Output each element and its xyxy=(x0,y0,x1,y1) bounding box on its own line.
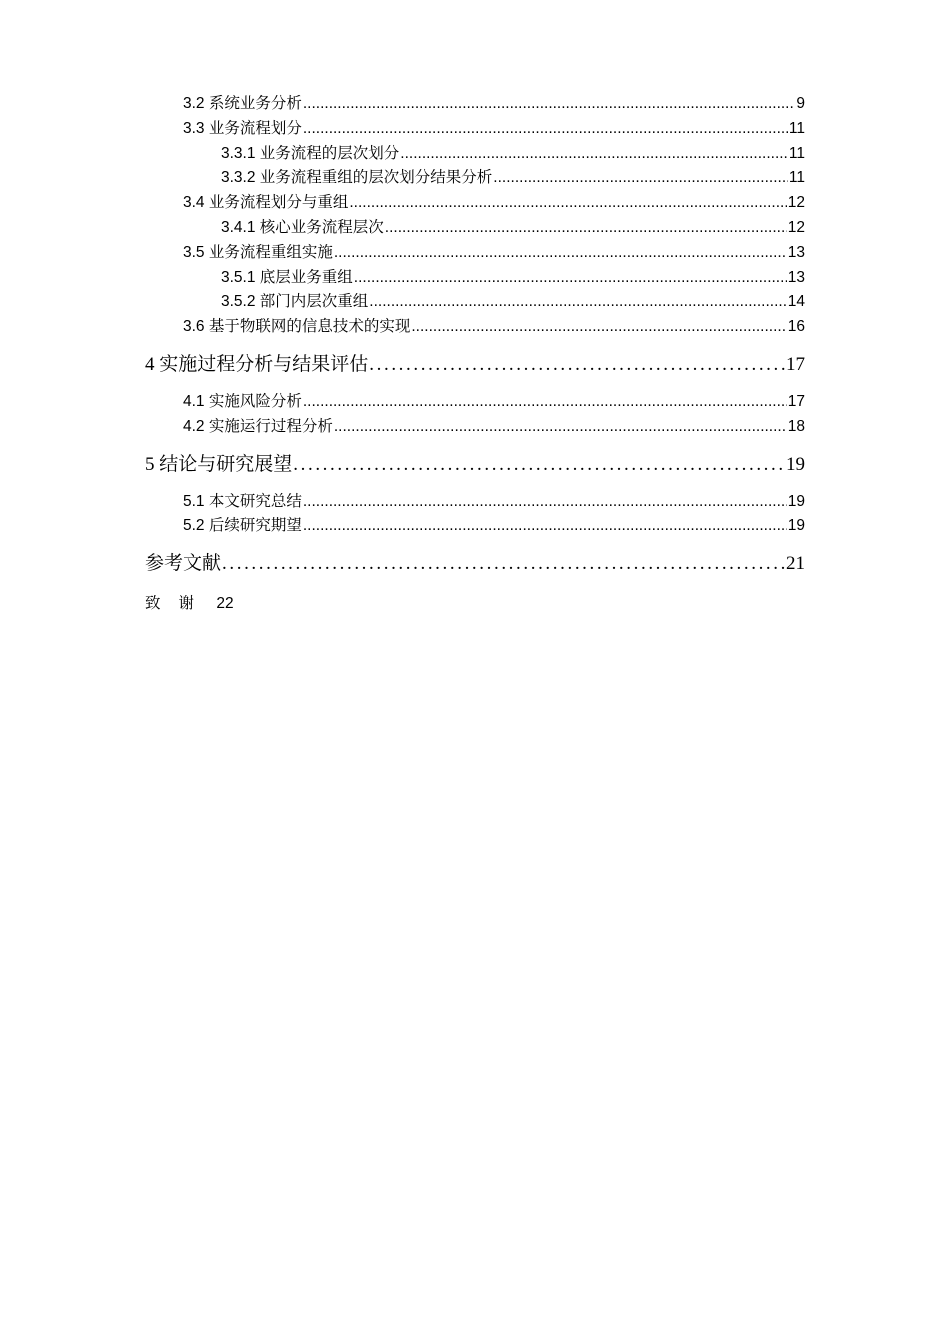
toc-page-number: 17 xyxy=(787,392,805,410)
toc-entry-3-4-1[interactable] xyxy=(145,216,805,241)
toc-page-number: 9 xyxy=(796,95,805,112)
toc-entry-3-4[interactable] xyxy=(145,191,805,216)
toc-entry-label: 3.5.2 部门内层次重组 xyxy=(221,293,369,311)
toc-entry-label: 3.3.2 业务流程重组的层次划分结果分析 xyxy=(221,169,493,187)
toc-entry-label: 4.1 实施风险分析 xyxy=(183,392,302,410)
toc-page-number: 11 xyxy=(788,169,805,187)
toc-chapter-4[interactable] xyxy=(145,340,805,390)
toc-entry-label: 4 实施过程分析与结果评估 xyxy=(145,353,369,375)
toc-entry-label: 3.2 系统业务分析 xyxy=(183,95,302,112)
toc-page-number: 12 xyxy=(787,218,805,236)
dot-leader xyxy=(303,92,796,117)
toc-entry-5-2[interactable] xyxy=(145,514,805,539)
toc-entry-label: 致谢 xyxy=(145,595,213,613)
dot-leader xyxy=(493,166,788,191)
toc-entry-label: 3.5.1 底层业务重组 xyxy=(221,268,353,286)
toc-page-number: 13 xyxy=(787,268,805,286)
toc-entry-label: 参考文献 xyxy=(145,553,222,575)
toc-entry-label: 3.6 基于物联网的信息技术的实现 xyxy=(183,318,411,336)
toc-entry-label: 5.1 本文研究总结 xyxy=(183,492,302,510)
dot-leader xyxy=(354,266,787,291)
toc-entry-3-5[interactable] xyxy=(145,241,805,266)
toc-acknowledgement[interactable] xyxy=(145,589,805,619)
toc-page-number: 13 xyxy=(787,243,805,261)
toc-entry-label: 3.4.1 核心业务流程层次 xyxy=(221,218,384,236)
toc-page-number: 19 xyxy=(786,453,805,475)
toc-entry-label: 5.2 后续研究期望 xyxy=(183,517,302,535)
toc-page-number: 11 xyxy=(788,119,805,137)
toc-entry-3-5-2[interactable] xyxy=(145,290,805,315)
toc-entry-3-6[interactable] xyxy=(145,315,805,340)
toc-entry-label: 3.3 业务流程划分 xyxy=(183,119,302,137)
dot-leader xyxy=(303,117,788,142)
toc-entry-3-3[interactable] xyxy=(145,117,805,142)
toc-page-number: 17 xyxy=(786,353,805,375)
dot-leader xyxy=(385,216,787,241)
toc-entry-label: 5 结论与研究展望 xyxy=(145,453,293,475)
toc-page-number: 18 xyxy=(787,417,805,435)
dot-leader xyxy=(400,142,788,167)
toc-entry-4-1[interactable] xyxy=(145,390,805,415)
toc-chapter-5[interactable] xyxy=(145,440,805,490)
toc-entry-3-3-1[interactable] xyxy=(145,142,805,167)
toc-entry-3-2[interactable] xyxy=(145,92,805,117)
toc-page-number: 11 xyxy=(788,144,805,162)
toc-entry-3-3-2[interactable] xyxy=(145,166,805,191)
dot-leader xyxy=(293,440,785,490)
toc-page-number: 19 xyxy=(787,492,805,510)
toc-entry-label: 4.2 实施运行过程分析 xyxy=(183,417,333,435)
toc-entry-4-2[interactable] xyxy=(145,415,805,440)
dot-leader xyxy=(411,315,786,340)
toc-page-number: 14 xyxy=(787,293,805,311)
dot-leader xyxy=(369,340,785,390)
toc-page-number: 19 xyxy=(787,517,805,535)
dot-leader xyxy=(349,191,786,216)
toc-references[interactable] xyxy=(145,539,805,589)
toc-entry-label: 3.5 业务流程重组实施 xyxy=(183,243,333,261)
toc-page-number: 12 xyxy=(787,194,805,212)
dot-leader xyxy=(303,514,787,539)
dot-leader xyxy=(303,490,787,515)
dot-leader xyxy=(369,290,786,315)
dot-leader xyxy=(334,415,787,440)
dot-leader xyxy=(334,241,787,266)
toc-page-number: 16 xyxy=(787,318,805,336)
toc-page-number: 21 xyxy=(786,553,805,575)
toc-entry-label: 3.4 业务流程划分与重组 xyxy=(183,194,349,212)
table-of-contents xyxy=(145,92,805,619)
toc-page-number: 22 xyxy=(216,595,234,613)
toc-entry-5-1[interactable] xyxy=(145,490,805,515)
dot-leader xyxy=(222,539,785,589)
dot-leader xyxy=(303,390,787,415)
toc-entry-label: 3.3.1 业务流程的层次划分 xyxy=(221,144,400,162)
toc-entry-3-5-1[interactable] xyxy=(145,266,805,291)
